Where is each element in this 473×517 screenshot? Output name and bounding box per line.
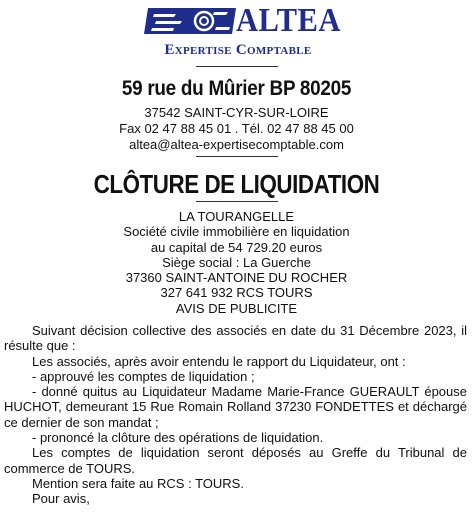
- notice-title: CLÔTURE DE LIQUIDATION: [93, 169, 380, 199]
- paragraph-signoff: Pour avis,: [32, 491, 90, 507]
- notice-kind: AVIS DE PUBLICITE: [175, 300, 298, 316]
- paragraph-filing: Les comptes de liquidation seront déposés au Greffe du Tribunal de commerce de TOURS.: [4, 445, 467, 476]
- company-details: [0, 209, 473, 316]
- notice-body: [4, 323, 467, 507]
- paragraph-closure: - prononcé la clôture des opérations de liquidation.: [32, 430, 324, 446]
- paragraph-discharge: - donné quitus au Liquidateur Madame Marie-France GUERAULT épouse HUCHOT, demeurant 15 Rue Romain Rolland 37230 FONDETTES et déchargé ce dernier de son mandat ;: [4, 384, 467, 430]
- paragraph-associates: Les associés, après avoir entendu le rapport du Liquidateur, ont :: [32, 353, 406, 369]
- altea-flag-emblem-icon: [144, 6, 240, 36]
- altea-logo: [144, 2, 341, 61]
- company-seat: Siège social : La Guerche: [162, 254, 311, 270]
- separator-middle: [196, 156, 278, 157]
- firm-city: 37542 SAINT-CYR-SUR-LOIRE: [144, 105, 329, 120]
- logo-subtitle: Expertise Comptable: [164, 42, 312, 58]
- firm-address: 59 rue du Mûrier BP 80205: [121, 77, 352, 100]
- paragraph-decision: Suivant décision collective des associés en date du 31 Décembre 2023, il résulte que :: [4, 323, 467, 354]
- paragraph-approval: - approuvé les comptes de liquidation ;: [32, 368, 255, 384]
- separator-title: [196, 201, 278, 202]
- firm-contact: [0, 105, 473, 153]
- separator-top: [196, 66, 278, 67]
- paragraph-rcs: Mention sera faite au RCS : TOURS.: [32, 475, 244, 491]
- company-seat-city: 37360 SAINT-ANTOINE DU ROCHER: [125, 270, 348, 286]
- firm-email[interactable]: altea@altea-expertisecomptable.com: [129, 137, 344, 152]
- company-rcs: 327 641 932 RCS TOURS: [160, 285, 313, 301]
- company-form: Société civile immobilière en liquidation: [123, 224, 350, 240]
- firm-phone-fax: Fax 02 47 88 45 01 . Tél. 02 47 88 45 00: [119, 121, 354, 136]
- company-name: LA TOURANGELLE: [178, 209, 295, 224]
- logo-wordmark: ALTEA: [236, 2, 341, 39]
- company-capital: au capital de 54 729.20 euros: [150, 239, 323, 255]
